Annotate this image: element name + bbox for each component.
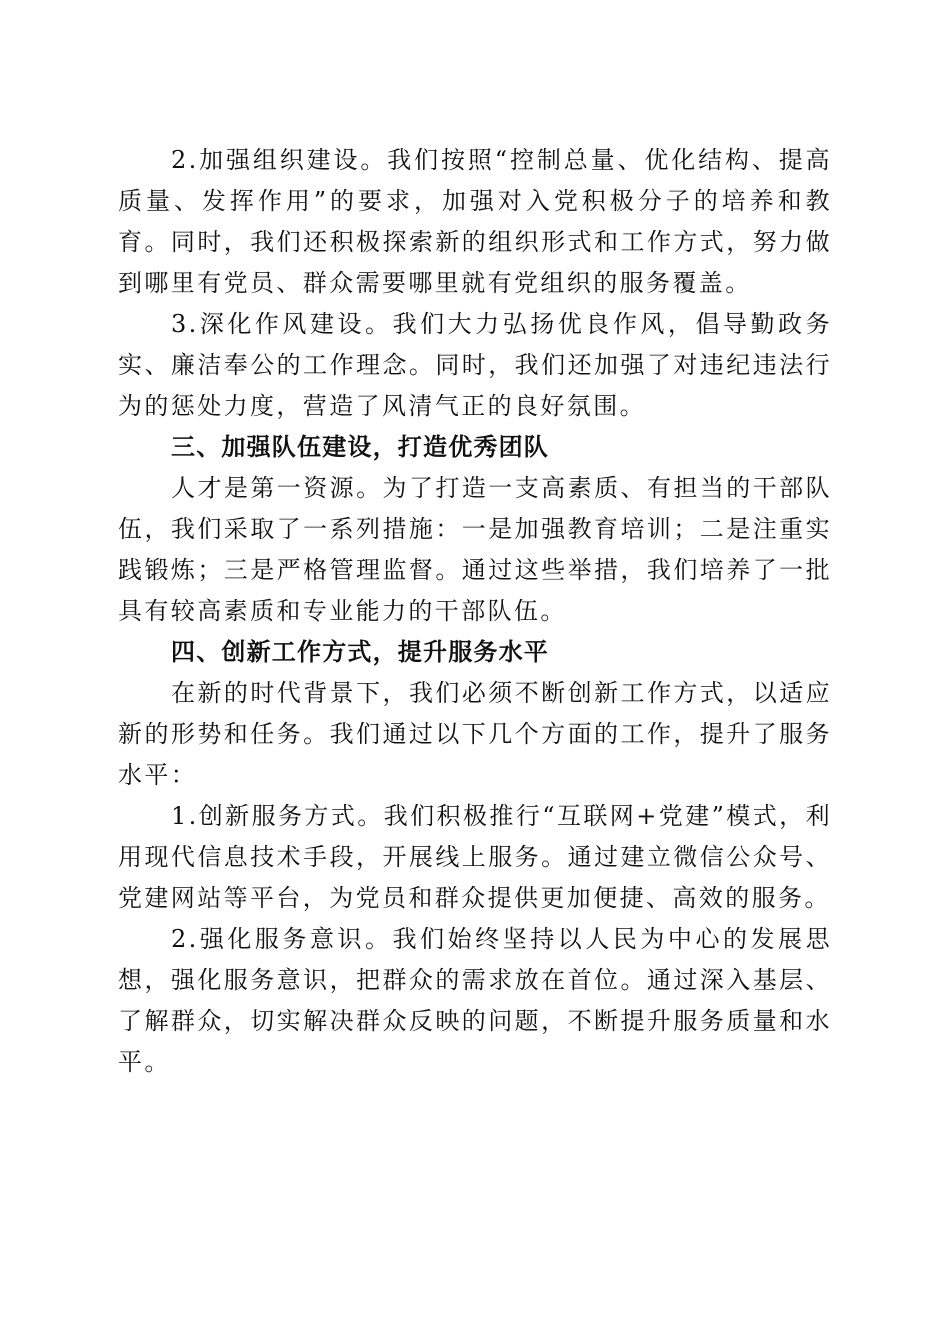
paragraph-talent: 人才是第一资源。为了打造一支高素质、有担当的干部队伍，我们采取了一系列措施：一是加强教育培训；二是注重实践锻炼；三是严格管理监督。通过这些举措，我们培养了一批具有较高素质和专业能力的干部队伍。 [118, 474, 832, 625]
document-body [118, 140, 832, 1083]
paragraph-organization-building: 2.加强组织建设。我们按照“控制总量、优化结构、提高质量、发挥作用”的要求，加强对入党积极分子的培养和教育。同时，我们还积极探索新的组织形式和工作方式，努力做到哪里有党员、群众需要哪里就有党组织的服务覆盖。 [118, 146, 832, 297]
paragraph-new-era: 在新的时代背景下，我们必须不断创新工作方式，以适应新的形势和任务。我们通过以下几个方面的工作，提升了服务水平： [118, 679, 832, 789]
section-heading-service-innovation: 四、创新工作方式，提升服务水平 [171, 638, 549, 666]
section-heading-team-building: 三、加强队伍建设，打造优秀团队 [171, 433, 549, 461]
paragraph-work-style: 3.深化作风建设。我们大力弘扬优良作风，倡导勤政务实、廉洁奉公的工作理念。同时，我们还加强了对违纪违法行为的惩处力度，营造了风清气正的良好氛围。 [118, 310, 832, 420]
paragraph-service-awareness: 2.强化服务意识。我们始终坚持以人民为中心的发展思想，强化服务意识，把群众的需求放在首位。通过深入基层、了解群众，切实解决群众反映的问题，不断提升服务质量和水平。 [118, 925, 832, 1076]
paragraph-service-method: 1.创新服务方式。我们积极推行“互联网+党建”模式，利用现代信息技术手段，开展线上服务。通过建立微信公众号、党建网站等平台，为党员和群众提供更加便捷、高效的服务。 [118, 802, 832, 912]
